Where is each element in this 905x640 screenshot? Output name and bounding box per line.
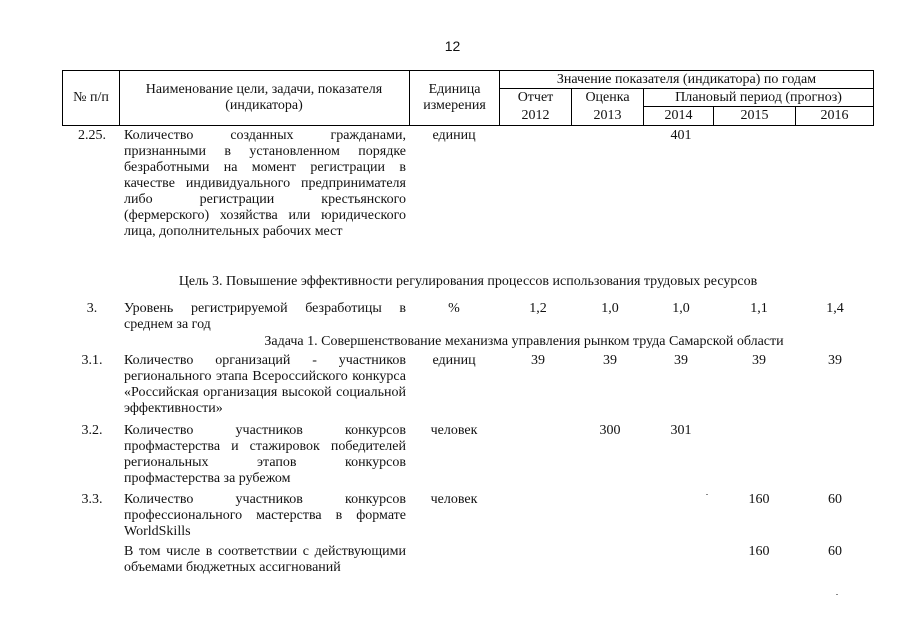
- row-number: 3.1.: [81, 353, 103, 368]
- header-2016: 2016: [820, 108, 849, 123]
- header-estimate: Оценка: [585, 90, 630, 105]
- header-estimate-year: 2013: [593, 108, 622, 123]
- scan-speck: [836, 594, 838, 595]
- row-description: Уровень регистрируемой безработицы в среднем за год: [124, 301, 406, 332]
- value-2016: 1,4: [826, 301, 844, 316]
- value-2014: 401: [670, 128, 692, 143]
- value-2014: 39: [674, 353, 688, 368]
- header-num: № п/п: [73, 90, 109, 105]
- scan-speck: [706, 494, 708, 495]
- value-2016: 60: [828, 492, 842, 507]
- row-unit: человек: [430, 492, 478, 507]
- row-number: 3.: [86, 301, 98, 316]
- header-plan: Плановый период (прогноз): [675, 89, 842, 105]
- row-number: 3.3.: [81, 492, 103, 507]
- row-number: 2.25.: [78, 128, 106, 143]
- row-description: Количество организаций - участников регионального этапа Всероссийского конкурса «Российская организация высокой социальной эффективности»: [124, 353, 406, 416]
- value-2014: 1,0: [672, 301, 690, 316]
- header-2014: 2014: [664, 108, 693, 123]
- value-2015: 160: [748, 492, 770, 507]
- value-2016: 60: [828, 544, 842, 559]
- header-name: Наименование цели, задачи, показателя (индикатора): [145, 82, 383, 113]
- value-2015: 160: [748, 544, 770, 559]
- row-unit: человек: [430, 423, 478, 438]
- header-unit: Единица измерения: [423, 82, 486, 113]
- value-2016: 39: [828, 353, 842, 368]
- row-description: Количество созданных гражданами, признанными в установленном порядке безработными на момент регистрации в качестве индивидуального предпринимателя либо регистрации крестьянского (фермерского) хозяйства или юридического лица, дополнительных рабочих мест: [124, 128, 406, 239]
- value-2015: 39: [752, 353, 766, 368]
- row-description: В том числе в соответствии с действующими объемами бюджетных ассигнований: [124, 544, 406, 575]
- table-header: [62, 70, 874, 126]
- row-number: 3.2.: [81, 423, 103, 438]
- value-2015: 1,1: [750, 301, 768, 316]
- value-2013: 1,0: [601, 301, 619, 316]
- header-report-year: 2012: [521, 108, 550, 123]
- header-report: Отчет: [517, 90, 554, 105]
- row-unit: единиц: [432, 353, 476, 368]
- value-2013: 300: [599, 423, 621, 438]
- value-2013: 39: [603, 353, 617, 368]
- header-values: Значение показателя (индикатора) по годам: [556, 71, 817, 87]
- task-heading: Задача 1. Совершенствование механизма управления рынком труда Самарской области: [264, 334, 784, 349]
- value-2012: 1,2: [529, 301, 547, 316]
- row-unit: единиц: [432, 128, 476, 143]
- page-number: 12: [444, 38, 461, 54]
- value-2012: 39: [531, 353, 545, 368]
- row-description: Количество участников конкурсов профмастерства и стажировок победителей региональных этапов конкурсов профмастерства за рубежом: [124, 423, 406, 486]
- goal-heading: Цель 3. Повышение эффективности регулирования процессов использования трудовых ресурсов: [178, 274, 758, 289]
- value-2014: 301: [670, 423, 692, 438]
- row-unit: %: [448, 301, 460, 316]
- row-description: Количество участников конкурсов профессионального мастерства в формате WorldSkills: [124, 492, 406, 539]
- header-2015: 2015: [740, 108, 769, 123]
